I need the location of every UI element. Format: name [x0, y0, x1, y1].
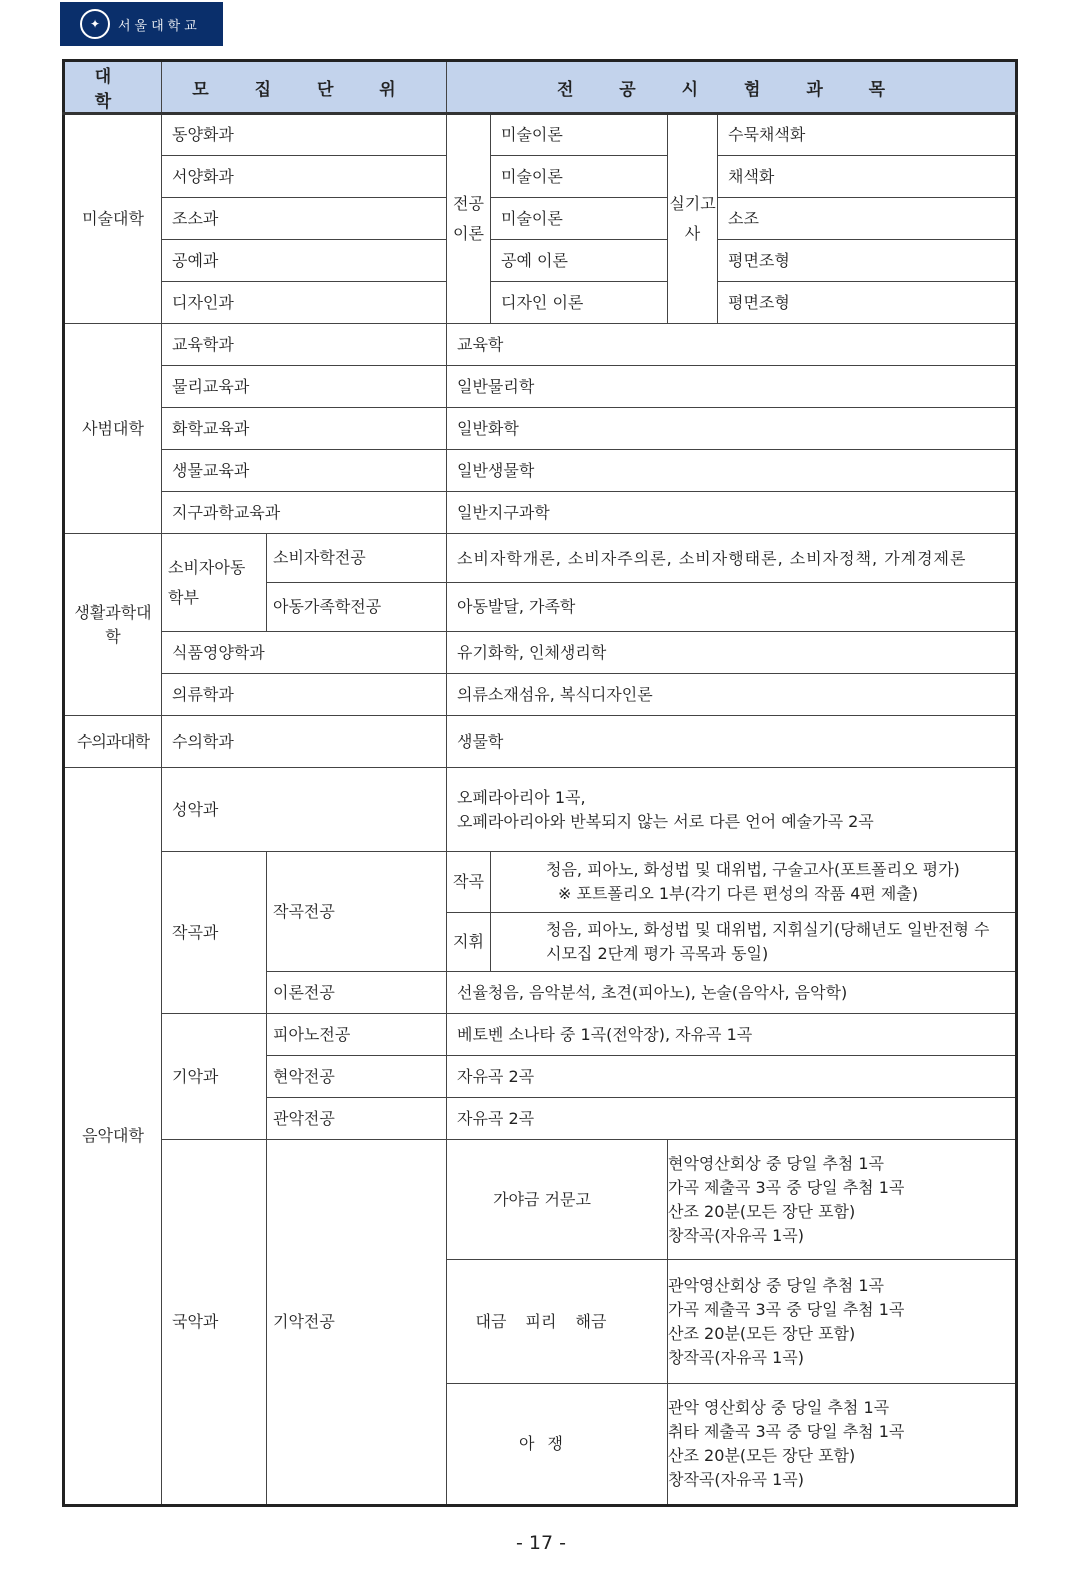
subject-cell: [668, 1140, 1017, 1260]
dept-cell: 공예과: [162, 240, 447, 282]
major-cell: 아동가족학전공: [267, 583, 447, 632]
dept-cell: 지구과학교육과: [162, 492, 447, 534]
page-number: - 17 -: [516, 1532, 566, 1554]
vocal-line-2: 오페라아리아와 반복되지 않는 서로 다른 언어 예술가곡 2곡: [457, 811, 874, 831]
dept-cell: 생물교육과: [162, 450, 447, 492]
dept-cell: 디자인과: [162, 282, 447, 324]
subject-cell: 선율청음, 음악분석, 초견(피아노), 논술(음악사, 음악학): [447, 972, 1017, 1014]
subject-cell: [447, 768, 1017, 852]
subject-cell: 베토벤 소나타 중 1곡(전악장), 자유곡 1곡: [447, 1014, 1017, 1056]
subject-cell: 청음, 피아노, 화성법 및 대위법, 지휘실기(당해년도 일반전형 수시모집 2단계 평가 곡목과 동일): [491, 913, 1017, 972]
subject-cell: 자유곡 2곡: [447, 1056, 1017, 1098]
exam-subjects-table: [62, 59, 1018, 1507]
college-life: 생활과학대학: [64, 534, 162, 716]
major-cell: 소비자학전공: [267, 534, 447, 583]
subject-cell: 생물학: [447, 716, 1017, 768]
university-logo: [60, 2, 223, 46]
instrument-label: 대금 피리 해금: [447, 1260, 668, 1384]
subject-line: 관악 영산회상 중 당일 추첨 1곡: [668, 1398, 890, 1417]
dept-cell: 성악과: [162, 768, 447, 852]
subject-line: 관악영산회상 중 당일 추첨 1곡: [668, 1275, 885, 1295]
dept-cell: 서양화과: [162, 156, 447, 198]
practical-cell: 평면조형: [718, 240, 1017, 282]
theory-cell: 미술이론: [491, 114, 668, 156]
practical-cell: 소조: [718, 198, 1017, 240]
subject-cell: 소비자학개론, 소비자주의론, 소비자행태론, 소비자정책, 가계경제론: [447, 534, 1017, 583]
theory-cell: 디자인 이론: [491, 282, 668, 324]
practical-label: 실기고사: [668, 114, 718, 324]
major-cell: 현악전공: [267, 1056, 447, 1098]
subject-cell: 일반물리학: [447, 366, 1017, 408]
header-subjects: 전 공 시 험 과 목: [447, 61, 1017, 114]
college-vet: 수의과대학: [64, 716, 162, 768]
dept-cell: 의류학과: [162, 674, 447, 716]
subject-cell: 아동발달, 가족학: [447, 583, 1017, 632]
dept-cell: 화학교육과: [162, 408, 447, 450]
dept-cell: 식품영양학과: [162, 632, 447, 674]
subject-cell: 일반생물학: [447, 450, 1017, 492]
theory-cell: 공예 이론: [491, 240, 668, 282]
subject-line: 가곡 제출곡 3곡 중 당일 추첨 1곡: [668, 1299, 905, 1319]
subject-cell: 일반지구과학: [447, 492, 1017, 534]
subject-line: 산조 20분(모든 장단 포함): [668, 1446, 856, 1465]
dept-cell: 기악과: [162, 1014, 267, 1140]
practical-cell: 평면조형: [718, 282, 1017, 324]
subject-cell: [668, 1260, 1017, 1384]
vocal-line-1: 오페라아리아 1곡,: [457, 787, 586, 807]
instrument-label: 아 쟁: [447, 1384, 668, 1506]
practical-cell: 수묵채색화: [718, 114, 1017, 156]
subject-line: 창작곡(자유곡 1곡): [668, 1225, 804, 1245]
subject-line: 창작곡(자유곡 1곡): [668, 1347, 804, 1367]
subject-line: 산조 20분(모든 장단 포함): [668, 1323, 856, 1343]
theory-label: 전공이론: [447, 114, 491, 324]
comp-subject: 청음, 피아노, 화성법 및 대위법, 구술고사(포트폴리오 평가): [546, 860, 960, 879]
major-cell: 기악전공: [267, 1140, 447, 1506]
theory-cell: 미술이론: [491, 198, 668, 240]
dept-group: 소비자아동학부: [162, 534, 267, 632]
subject-cell: 자유곡 2곡: [447, 1098, 1017, 1140]
dept-cell: 물리교육과: [162, 366, 447, 408]
subject-cell: 교육학: [447, 324, 1017, 366]
college-music: 음악대학: [64, 768, 162, 1506]
subject-cell: [668, 1384, 1017, 1506]
subject-cell: 일반화학: [447, 408, 1017, 450]
major-cell: 피아노전공: [267, 1014, 447, 1056]
subject-line: 가곡 제출곡 3곡 중 당일 추첨 1곡: [668, 1177, 905, 1197]
subject-line: 취타 제출곡 3곡 중 당일 추첨 1곡: [668, 1422, 905, 1441]
major-cell: 관악전공: [267, 1098, 447, 1140]
dept-cell: 교육학과: [162, 324, 447, 366]
subject-line: 산조 20분(모든 장단 포함): [668, 1201, 856, 1221]
logo-text: 서울대학교: [118, 18, 201, 34]
comp-label: 작곡: [447, 852, 491, 913]
subject-line: 현악영산회상 중 당일 추첨 1곡: [668, 1153, 885, 1173]
dept-cell: 작곡과: [162, 852, 267, 1014]
practical-cell: 채색화: [718, 156, 1017, 198]
university-seal-icon: ✦: [80, 9, 110, 39]
major-cell: 이론전공: [267, 972, 447, 1014]
subject-cell: 의류소재섬유, 복식디자인론: [447, 674, 1017, 716]
subject-line: 창작곡(자유곡 1곡): [668, 1470, 804, 1489]
comp-note: ※ 포트폴리오 1부(각기 다른 편성의 작품 4편 제출): [558, 884, 919, 903]
instrument-label: 가야금 거문고: [447, 1140, 668, 1260]
conduct-label: 지휘: [447, 913, 491, 972]
major-cell: 작곡전공: [267, 852, 447, 972]
dept-cell: 수의학과: [162, 716, 447, 768]
dept-cell: 조소과: [162, 198, 447, 240]
dept-cell: 국악과: [162, 1140, 267, 1506]
college-edu: 사범대학: [64, 324, 162, 534]
subject-cell: [491, 852, 1017, 913]
college-art: 미술대학: [64, 114, 162, 324]
header-college: 대 학: [64, 61, 162, 114]
theory-cell: 미술이론: [491, 156, 668, 198]
dept-cell: 동양화과: [162, 114, 447, 156]
subject-cell: 유기화학, 인체생리학: [447, 632, 1017, 674]
header-unit: 모 집 단 위: [162, 61, 447, 114]
